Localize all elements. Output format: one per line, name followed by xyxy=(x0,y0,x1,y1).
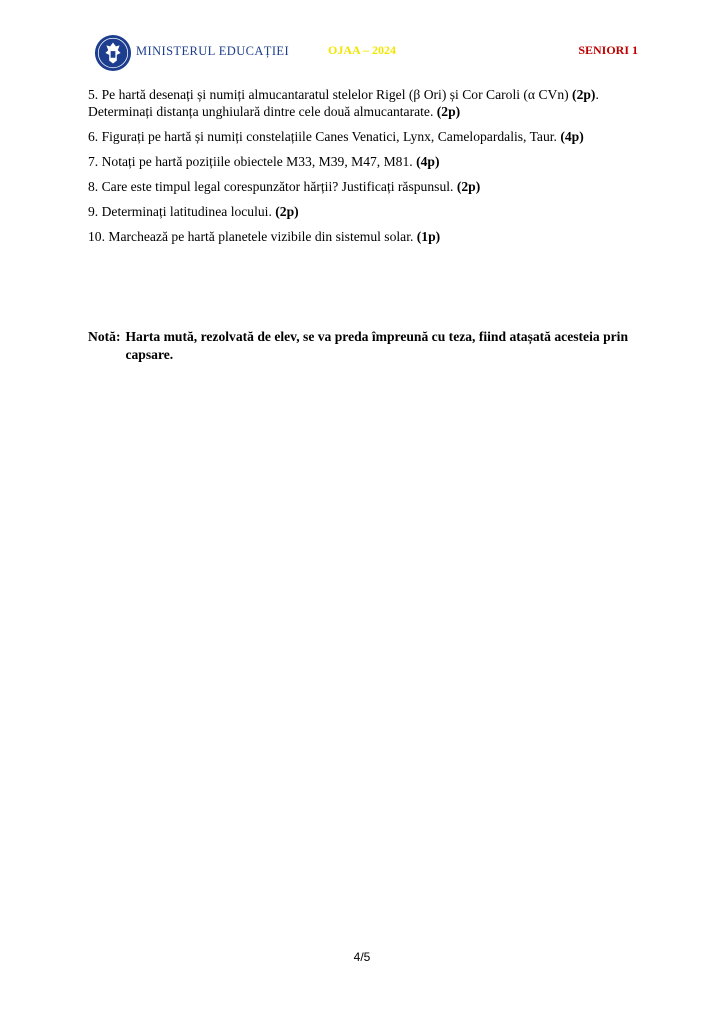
question-points: (2p) xyxy=(456,179,481,194)
question-text: 5. Pe hartă desenați și numiți almucantaratul stelelor Rigel (β Ori) și Cor Caroli (α CVn) xyxy=(88,87,573,102)
question-points: (1p) xyxy=(416,229,441,244)
question-7 xyxy=(88,153,648,170)
page-number: 4/5 xyxy=(353,950,371,964)
question-text-continued: . Determinați distanța unghiulară dintre cele două almucantarate. xyxy=(88,87,599,119)
question-10 xyxy=(88,228,648,245)
question-text: 8. Care este timpul legal corespunzător hărții? Justificați răspunsul. xyxy=(88,179,457,194)
note-label: Notă: xyxy=(88,329,121,344)
question-8 xyxy=(88,178,648,195)
question-points: (4p) xyxy=(416,154,440,169)
note-block xyxy=(88,328,648,364)
question-points: (2p) xyxy=(436,104,461,119)
note-text: Harta mută, rezolvată de elev, se va preda împreună cu teza, fiind atașată acesteia prin capsare. xyxy=(125,329,628,362)
question-text: 10. Marchează pe hartă planetele vizibile din sistemul solar. xyxy=(88,229,417,244)
category-label: SENIORI 1 xyxy=(578,43,638,57)
question-points: (2p) xyxy=(275,204,299,219)
questions-list xyxy=(88,86,648,253)
question-text: 7. Notați pe hartă pozițiile obiectele M33, M39, M47, M81. xyxy=(88,154,417,169)
page-header xyxy=(0,30,724,80)
ministry-name: MINISTERUL EDUCAȚIEI xyxy=(136,44,290,58)
question-text: 9. Determinați latitudinea locului. xyxy=(88,204,276,219)
event-title: OJAA – 2024 xyxy=(327,43,396,57)
question-text: 6. Figurați pe hartă și numiți constelațiile Canes Venatici, Lynx, Camelopardalis, Taur. xyxy=(88,129,561,144)
question-9 xyxy=(88,203,648,220)
question-6 xyxy=(88,128,648,145)
question-points: (4p) xyxy=(560,129,584,144)
question-points: (2p) xyxy=(572,87,596,102)
question-5 xyxy=(88,86,648,120)
